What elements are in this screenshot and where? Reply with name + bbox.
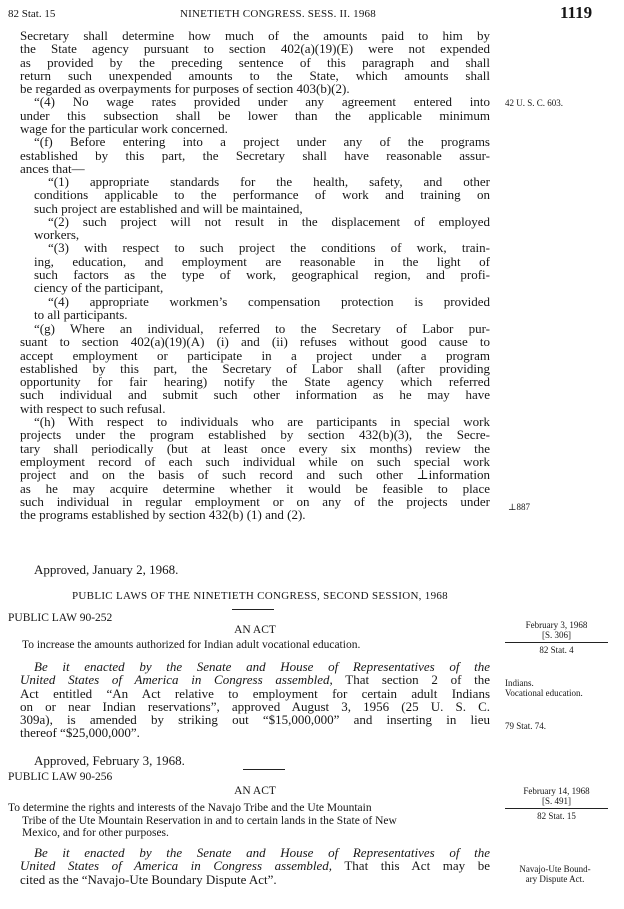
text-line: the programs established by section 432(b) (1) and (2). — [20, 507, 306, 523]
text-line: ances that— — [20, 160, 85, 176]
margin-date: February 3, 1968 — [525, 620, 588, 630]
text-line: “(4) No wage rates provided under any agreement entered into — [34, 94, 490, 110]
page-number: 1119 — [560, 3, 593, 22]
text-line: thereof “$25,000,000”. — [20, 725, 140, 741]
text-line: accept employment or participate in a project under a program — [20, 347, 490, 363]
margin-note-stat74: 79 Stat. 74. — [505, 721, 547, 731]
text-line: with respect to such refusal. — [20, 400, 166, 416]
text-span: That this Act may be — [332, 858, 491, 874]
margin-note-footnote: ⊥887 — [508, 502, 530, 512]
divider — [232, 609, 274, 610]
law-number-1: PUBLIC LAW 90-252 — [8, 612, 113, 624]
text-line: to all participants. — [34, 306, 128, 322]
text-line: suant to section 402(a)(19)(A) (i) and (ii) refuses without good cause to — [20, 334, 490, 350]
text-line: 309a), is amended by striking out “$15,000,000” and inserting in lieu — [20, 712, 490, 728]
text-line: tary shall periodically (but at least once every six months) review the — [20, 440, 490, 456]
text-span: That section 2 of the — [332, 672, 490, 688]
text-line: Act entitled “An Act relative to employment for certain adult Indians — [20, 685, 490, 701]
text-line: ciency of the participant, — [34, 280, 164, 296]
law-text-1 — [20, 660, 490, 740]
text-block-2 — [20, 175, 490, 321]
text-line: such factors as the type of work, geographical region, and profi- — [34, 267, 490, 283]
text-line: “(3) with respect to such project the conditions of work, train- — [48, 240, 490, 256]
text-line: “(2) such project will not result in the displacement of employed — [48, 213, 490, 229]
text-line: Secretary shall determine how much of the amounts paid to him by — [20, 28, 490, 43]
text-line: conditions applicable to the performance of work and training on — [34, 187, 490, 203]
text-line: ing, education, and employment are reasonable in the light of — [34, 253, 490, 269]
text-line: such project are established and will be maintained, — [34, 200, 303, 216]
enacting-clause: United States of America in Congress assembled, — [20, 672, 333, 688]
margin-date: February 14, 1968 — [523, 786, 590, 796]
text-line: To determine the rights and interests of the Navajo Tribe and the Ute Mountain — [8, 802, 372, 814]
header-title: NINETIETH CONGRESS. SESS. II. 1968 — [180, 8, 376, 20]
divider — [243, 769, 285, 770]
approved-date-1: Approved, January 2, 1968. — [34, 562, 179, 577]
text-line: opportunity for fair hearing) notify the State agency which referred — [20, 374, 490, 390]
text-line: under this subsection shall be lower than the applicable minimum — [20, 107, 490, 123]
text-line: Tribe of the Ute Mountain Reservation in and to certain lands in the State of New — [22, 814, 397, 827]
text-line: be regarded as overpayments for purposes of section 403(b)(2). — [20, 81, 350, 97]
law-purpose-1: To increase the amounts authorized for Indian adult vocational education. — [22, 639, 361, 651]
text-line: cited as the “Navajo-Ute Boundary Dispute Act”. — [20, 871, 277, 887]
act-label-2: AN ACT — [234, 785, 276, 797]
text-line: such individual and submit such other information as he may have — [20, 387, 490, 403]
margin-stat: 82 Stat. 15 — [537, 811, 576, 821]
text-line: established by this part, the Secretary of Labor shall (after providing — [20, 360, 490, 376]
margin-stat: 82 Stat. 4 — [539, 645, 574, 655]
text-line: on or near Indian reservations”, approved August 3, 1956 (25 U. S. C. — [20, 698, 490, 714]
margin-note-usc: 42 U. S. C. 603. — [505, 98, 564, 108]
text-line: project and on the basis of such record and such other ⊥information — [20, 467, 490, 483]
law-text-2 — [20, 846, 490, 886]
text-line: “(f) Before entering into a project under any of the programs — [34, 134, 490, 150]
margin-box-law1 — [505, 620, 608, 655]
text-line: Vocational education. — [505, 688, 583, 698]
text-line: Indians. — [505, 678, 534, 688]
text-line: return such unexpended amounts to the State, which amounts shall — [20, 67, 490, 83]
margin-bill: [S. 491] — [505, 796, 608, 809]
text-line: “(g) Where an individual, referred to the Secretary of Labor pur- — [34, 321, 490, 336]
text-line: the State agency pursuant to section 402(a)(19)(E) were not expended — [20, 41, 490, 57]
margin-box-law2 — [505, 786, 608, 821]
law-number-2: PUBLIC LAW 90-256 — [8, 771, 113, 783]
text-line: “(4) appropriate workmen’s compensation protection is provided — [48, 293, 490, 309]
text-line: workers, — [34, 227, 80, 243]
act-label-1: AN ACT — [234, 624, 276, 636]
text-block-3 — [20, 322, 490, 521]
text-line: Mexico, and for other purposes. — [22, 827, 169, 839]
text-line: “(1) appropriate standards for the health, safety, and other — [48, 174, 490, 189]
text-line: employment record of each such individual while on such special work — [20, 453, 490, 469]
section-heading: PUBLIC LAWS OF THE NINETIETH CONGRESS, SECOND SESSION, 1968 — [72, 590, 448, 602]
text-line: Be it enacted by the Senate and House of Representatives of the — [34, 845, 490, 860]
text-line: such individual in regular employment or on any of the projects under — [20, 493, 490, 509]
text-line: as provided by the preceding sentence of this paragraph and shall — [20, 54, 490, 70]
text-line: Be it enacted by the Senate and House of Representatives of the — [34, 659, 490, 674]
text-line: established by this part, the Secretary shall have reasonable assur- — [20, 147, 490, 163]
header-stat-ref: 82 Stat. 15 — [8, 8, 56, 20]
margin-bill: [S. 306] — [505, 630, 608, 643]
text-line: projects under the program established by section 432(b)(3), the Secre- — [20, 427, 490, 443]
enacting-clause: United States of America in Congress assembled, — [20, 858, 333, 874]
text-line: Navajo-Ute Bound- — [519, 864, 591, 874]
text-line: “(h) With respect to individuals who are participants in special work — [34, 414, 490, 430]
approved-date-2: Approved, February 3, 1968. — [34, 753, 185, 768]
margin-note-indians — [505, 678, 620, 698]
text-line: as he may acquire determine whether it would be feasible to place — [20, 480, 490, 496]
law-purpose-2 — [8, 802, 490, 840]
margin-note-navajo — [500, 864, 610, 884]
text-line: ary Dispute Act. — [525, 874, 585, 884]
text-block-1 — [20, 29, 490, 175]
text-line: wage for the particular work concerned. — [20, 121, 228, 137]
